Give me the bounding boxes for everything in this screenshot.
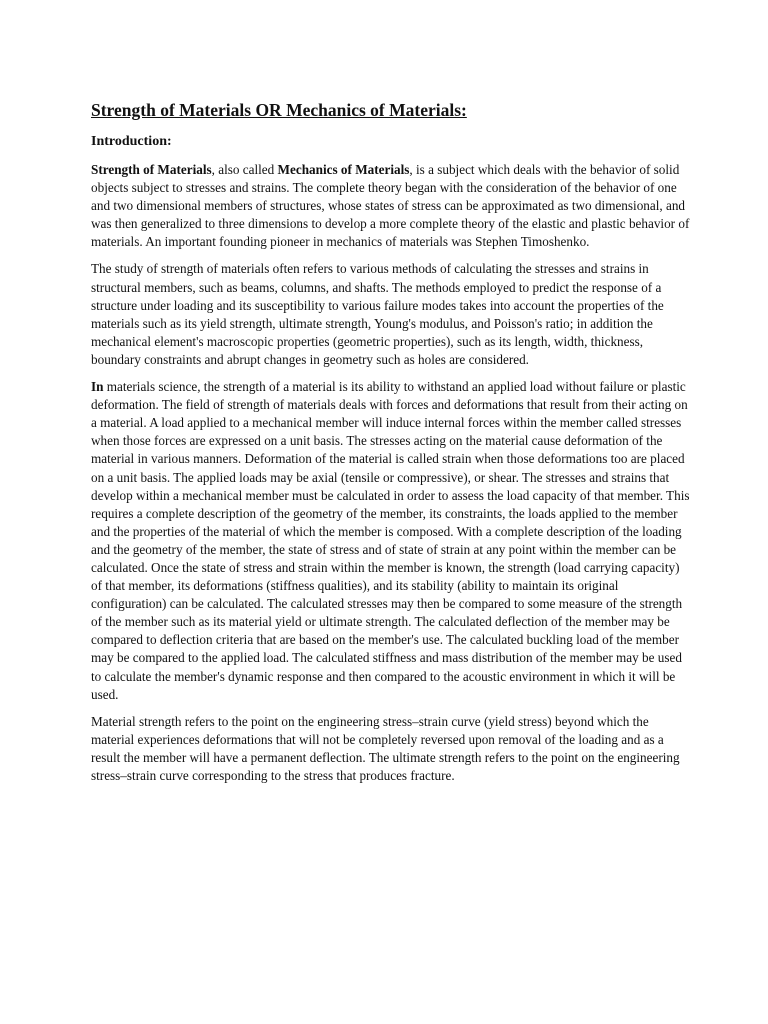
document-title: Strength of Materials OR Mechanics of Materials:	[91, 100, 467, 120]
paragraph-3-lead: In	[91, 379, 104, 395]
paragraph-1-text-a: , also called	[211, 162, 278, 177]
paragraph-1-text-b: , is a subject which deals with the behavior of solid objects subject to stresses and strains. The complete theory began with the consideration of the behavior of one and two dimensional members of structures, whose states of stress can be approximated as two dimensional, and was then generalized to three dimensions to develop a more complete theory of the elastic and plastic behavior of materials. An important founding pioneer in mechanics of materials was Stephen Timoshenko.	[91, 162, 690, 250]
document-body	[91, 99, 691, 794]
paragraph-3-text: materials science, the strength of a material is its ability to withstand an applied load without failure or plastic deformation. The field of strength of materials deals with forces and deformations that result from their acting on a material. A load applied to a mechanical member will induce internal forces within the member called stresses when those forces are expressed on a unit basis. The stresses acting on the material cause deformation of the material in various manners. Deformation of the material is called strain when those deformations too are placed on a unit basis. The applied loads may be axial (tensile or compressive), or shear. The stresses and strains that develop within a mechanical member must be calculated in order to assess the load capacity of that member. This requires a complete description of the geometry of the member, its constraints, the loads applied to the member and the properties of the material of which the member is composed. With a complete description of the loading and the geometry of the member, the state of stress and of state of strain at any point within the member can be calculated. Once the state of stress and strain within the member is known, the strength (load carrying capacity) of that member, its deformations (stiffness qualities), and its stability (ability to maintain its original configuration) can be calculated. The calculated stresses may then be compared to some measure of the strength of the member such as its material yield or ultimate strength. The calculated deflection of the member may be compared to deflection criteria that are based on the member's use. The calculated buckling load of the member may be compared to the applied load. The calculated stiffness and mass distribution of the member may be used to calculate the member's dynamic response and then compared to the acoustic environment in which it will be used.	[91, 379, 690, 702]
paragraph-2: The study of strength of materials often refers to various methods of calculating the stresses and strains in structural members, such as beams, columns, and shafts. The methods employed to predict the response of a structure under loading and its susceptibility to various failure modes takes into account the properties of the materials such as its yield strength, ultimate strength, Young's modulus, and Poisson's ratio; in addition the mechanical element's macroscopic properties (geometric properties), such as its length, width, thickness, boundary constraints and abrupt changes in geometry such as holes are considered.	[91, 261, 664, 367]
introduction-heading: Introduction:	[91, 134, 172, 149]
term-mechanics-of-materials: Mechanics of Materials	[277, 162, 410, 177]
term-strength-of-materials: Strength of Materials	[91, 162, 212, 177]
paragraph-3	[91, 378, 691, 704]
paragraph-4: Material strength refers to the point on the engineering stress–strain curve (yield stress) beyond which the material experiences deformations that will not be completely reversed upon removal of the loading and as a result the member will have a permanent deflection. The ultimate strength refers to the point on the engineering stress–strain curve corresponding to the stress that produces fracture.	[91, 713, 680, 783]
paragraph-1	[91, 161, 691, 251]
